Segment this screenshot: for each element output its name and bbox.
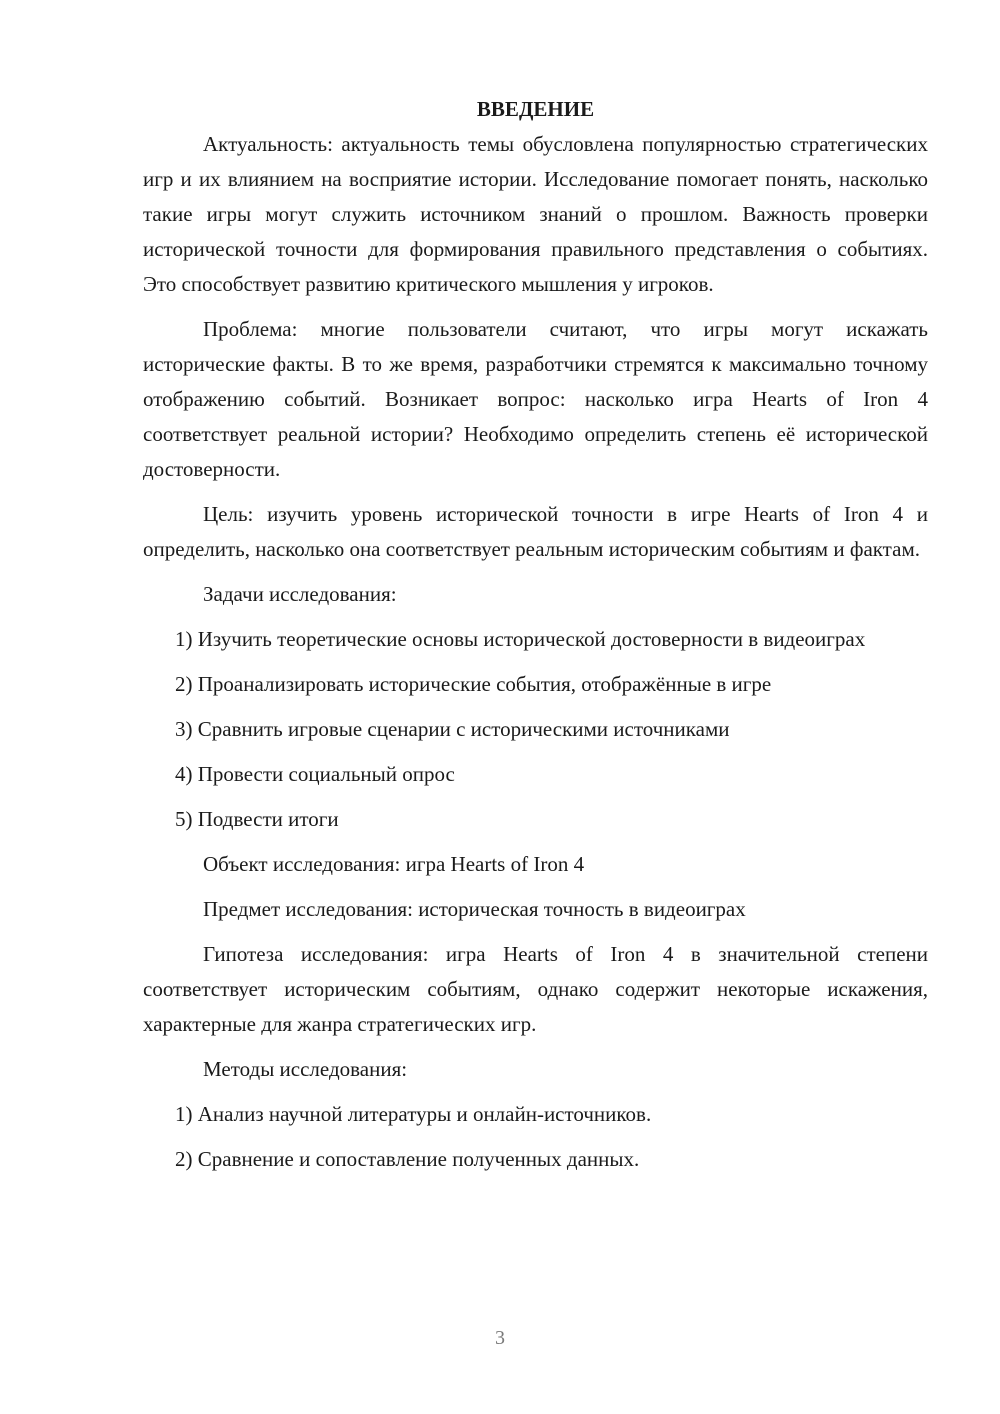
document-page: [143, 92, 928, 1187]
document-title: ВВЕДЕНИЕ: [476, 97, 595, 121]
method-item-2: 2) Сравнение и сопоставление полученных данных.: [175, 1147, 640, 1171]
task-item-2: 2) Проанализировать исторические события, отображённые в игре: [175, 672, 772, 696]
hypothesis-paragraph: Гипотеза исследования: игра Hearts of Iron 4 в значительной степени соответствует историческим событиям, однако содержит некоторые искажения, характерные для жанра стратегических игр.: [143, 942, 928, 1036]
page-number: 3: [495, 1327, 505, 1349]
problem-paragraph: Проблема: многие пользователи считают, что игры могут искажать исторические факты. В то же время, разработчики стремятся к максимально точному отображению событий. Возникает вопрос: насколько игра Hearts of Iron 4 соответствует реальной истории? Необходимо определить степень её исторической достоверности.: [143, 317, 928, 481]
task-item-1: 1) Изучить теоретические основы исторической достоверности в видеоиграх: [175, 627, 866, 651]
research-subject: Предмет исследования: историческая точность в видеоиграх: [203, 897, 746, 921]
tasks-heading: Задачи исследования:: [203, 582, 397, 606]
research-object: Объект исследования: игра Hearts of Iron 4: [203, 852, 585, 876]
goal-paragraph: Цель: изучить уровень исторической точности в игре Hearts of Iron 4 и определить, насколько она соответствует реальным историческим событиям и фактам.: [143, 502, 928, 561]
task-item-3: 3) Сравнить игровые сценарии с историческими источниками: [175, 717, 730, 741]
task-item-5: 5) Подвести итоги: [175, 807, 339, 831]
relevance-paragraph: Актуальность: актуальность темы обусловлена популярностью стратегических игр и их влиянием на восприятие истории. Исследование помогает понять, насколько такие игры могут служить источником знаний о прошлом. Важность проверки исторической точности для формирования правильного представления о событиях. Это способствует развитию критического мышления у игроков.: [143, 132, 928, 296]
methods-heading: Методы исследования:: [203, 1057, 408, 1081]
task-item-4: 4) Провести социальный опрос: [175, 762, 455, 786]
method-item-1: 1) Анализ научной литературы и онлайн-источников.: [175, 1102, 652, 1126]
